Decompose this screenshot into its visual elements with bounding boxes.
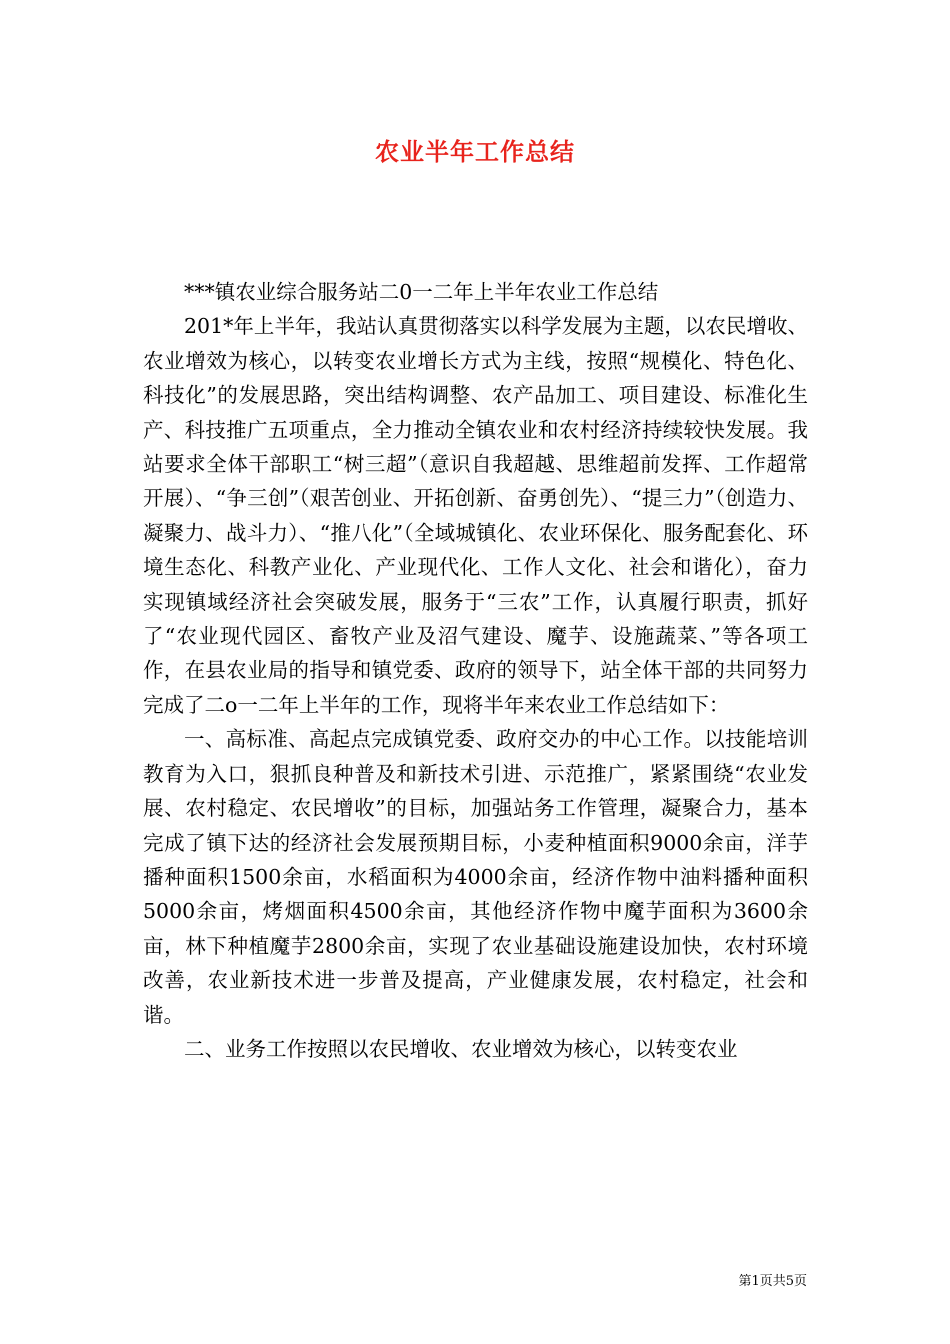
paragraph-intro: 201*年上半年，我站认真贯彻落实以科学发展为主题，以农民增收、农业增效为核心，以转变农业增长方式为主线，按照“规模化、特色化、科技化”的发展思路，突出结构调整、农产品加工、项目建设、标准化生产、科技推广五项重点，全力推动全镇农业和农村经济持续较快发展。我站要求全体干部职工“树三超”（意识自我超越、思维超前发挥、工作超常开展）、“争三创”（艰苦创业、开拓创新、奋勇创先）、“提三力”（创造力、凝聚力、战斗力）、“推八化”（全域城镇化、农业环保化、服务配套化、环境生态化、科教产业化、产业现代化、工作人文化、社会和谐化），奋力实现镇域经济社会突破发展，服务于“三农”工作，认真履行职责，抓好了“农业现代园区、畜牧产业及沼气建设、魔芋、设施蔬菜、”等各项工作，在县农业局的指导和镇党委、政府的领导下，站全体干部的共同努力完成了二o一二年上半年的工作，现将半年来农业工作总结如下： — [143, 314, 808, 717]
paragraph-section-one: 一、高标准、高起点完成镇党委、政府交办的中心工作。以技能培训教育为入口，狠抓良种普及和新技术引进、示范推广，紧紧围绕“农业发展、农村稳定、农民增收”的目标，加强站务工作管理，凝聚合力，基本完成了镇下达的经济社会发展预期目标，小麦种植面积9000余亩，洋芋播种面积1500余亩，水稻面积为4000余亩，经济作物中油料播种面积5000余亩，烤烟面积4500余亩，其他经济作物中魔芋面积为3600余亩，林下种植魔芋2800余亩，实现了农业基础设施建设加快，农村环境改善，农业新技术进一步普及提高，产业健康发展，农村稳定，社会和谐。 — [143, 727, 808, 1027]
document-body — [143, 275, 808, 1066]
paragraph-section-two: 二、业务工作按照以农民增收、农业增效为核心，以转变农业 — [184, 1036, 738, 1061]
document-title: 农业半年工作总结 — [375, 137, 575, 166]
paragraph-heading: ***镇农业综合服务站二0一二年上半年农业工作总结 — [184, 280, 659, 304]
page-number-footer: 第1页共5页 — [738, 1274, 807, 1289]
